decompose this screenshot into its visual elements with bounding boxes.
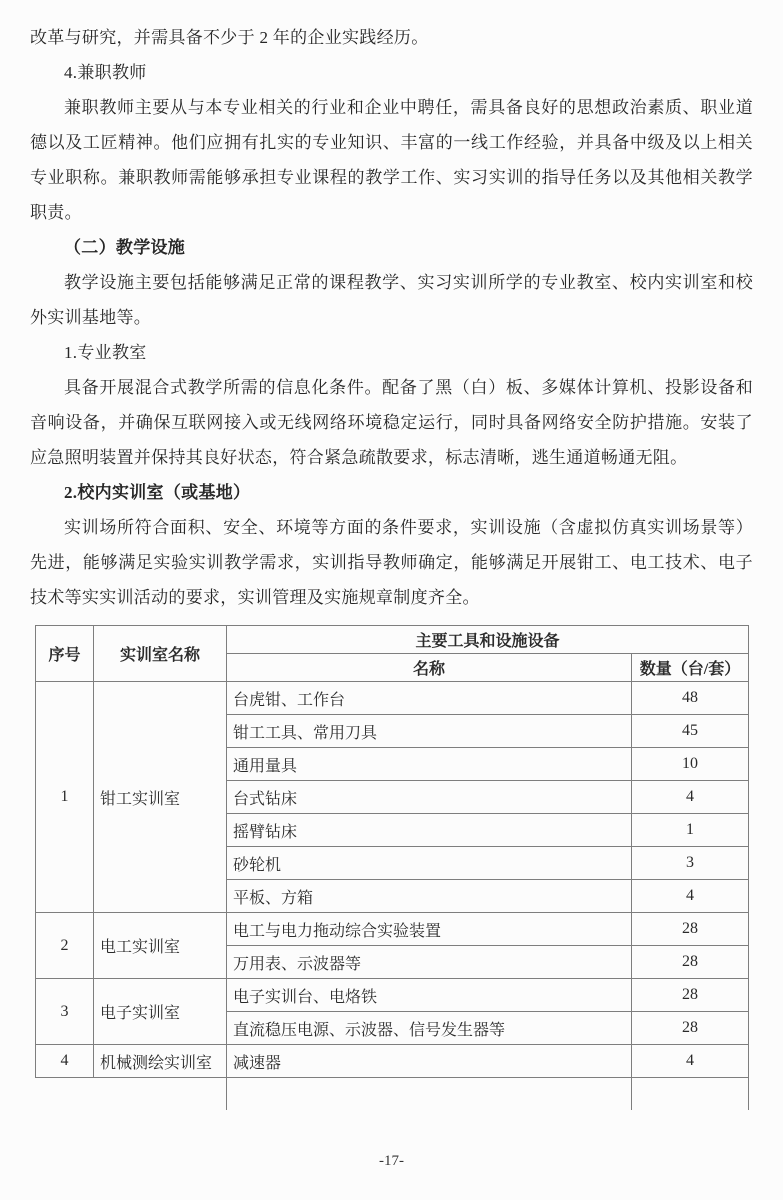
cell-item-qty: 28 — [632, 979, 749, 1012]
table-row — [36, 682, 749, 715]
header-room-name: 实训室名称 — [94, 626, 227, 682]
cell-item-qty: 10 — [632, 748, 749, 781]
cell-item-name: 平板、方箱 — [227, 880, 632, 913]
cell-room: 机械测绘实训室 — [94, 1045, 227, 1078]
cell-room: 钳工实训室 — [94, 682, 227, 913]
cell-item-name: 摇臂钻床 — [227, 814, 632, 847]
cell-item-name: 砂轮机 — [227, 847, 632, 880]
cell-item-qty: 4 — [632, 781, 749, 814]
para-part-time-teachers: 兼职教师主要从与本专业相关的行业和企业中聘任，需具备良好的思想政治素质、职业道德以及工匠精神。他们应拥有扎实的专业知识、丰富的一线工作经验，并具备中级及以上相关专业职称。兼职教师需能够承担专业课程的教学工作、实习实训的指导任务以及其他相关教学职责。 — [30, 98, 753, 222]
cell-seq: 4 — [36, 1045, 94, 1078]
cell-seq: 3 — [36, 979, 94, 1045]
cell-room: 电子实训室 — [94, 979, 227, 1045]
para-professional-classroom: 具备开展混合式教学所需的信息化条件。配备了黑（白）板、多媒体计算机、投影设备和音响设备，并确保互联网接入或无线网络环境稳定运行，同时具备网络安全防护措施。安装了应急照明装置并保持其良好状态，符合紧急疏散要求，标志清晰，逃生通道畅通无阻。 — [30, 378, 753, 467]
cell-item-qty: 28 — [632, 1012, 749, 1045]
cell-item-name: 台虎钳、工作台 — [227, 682, 632, 715]
cell-item-qty: 28 — [632, 913, 749, 946]
cell-item-qty: 28 — [632, 946, 749, 979]
header-seq: 序号 — [36, 626, 94, 682]
cell-item-name: 台式钻床 — [227, 781, 632, 814]
cell-item-qty: 45 — [632, 715, 749, 748]
heading-campus-training-room: 2.校内实训室（或基地） — [64, 483, 251, 502]
cell-clipped — [227, 1078, 632, 1111]
page-number: -17- — [379, 1153, 404, 1169]
cell-room: 电工实训室 — [94, 913, 227, 979]
para-campus-training-room: 实训场所符合面积、安全、环境等方面的条件要求，实训设施（含虚拟仿真实训场景等）先进，能够满足实验实训教学需求，实训指导教师确定，能够满足开展钳工、电工技术、电子技术等实实训活动的要求，实训管理及实施规章制度齐全。 — [30, 518, 753, 607]
cell-item-name: 万用表、示波器等 — [227, 946, 632, 979]
cell-item-name: 直流稳压电源、示波器、信号发生器等 — [227, 1012, 632, 1045]
cell-item-name: 通用量具 — [227, 748, 632, 781]
cell-clipped — [632, 1078, 749, 1111]
cell-item-name: 电工与电力拖动综合实验装置 — [227, 913, 632, 946]
cell-clipped — [36, 1078, 94, 1111]
training-room-facilities-table — [35, 625, 749, 1110]
table-row — [36, 913, 749, 946]
table-row-clipped — [36, 1078, 749, 1111]
heading-professional-classroom: 1.专业教室 — [64, 343, 147, 362]
cell-item-qty: 4 — [632, 1045, 749, 1078]
header-item-name: 名称 — [227, 654, 632, 682]
cell-item-name: 电子实训台、电烙铁 — [227, 979, 632, 1012]
para-teaching-facilities: 教学设施主要包括能够满足正常的课程教学、实习实训所学的专业教室、校内实训室和校外实训基地等。 — [30, 273, 753, 327]
cell-item-qty: 48 — [632, 682, 749, 715]
cell-item-name: 钳工工具、常用刀具 — [227, 715, 632, 748]
table-row — [36, 1045, 749, 1078]
cell-item-qty: 3 — [632, 847, 749, 880]
cell-item-qty: 4 — [632, 880, 749, 913]
table-row — [36, 979, 749, 1012]
heading-teaching-facilities: （二）教学设施 — [64, 238, 186, 257]
cell-item-name: 减速器 — [227, 1045, 632, 1078]
header-item-qty: 数量（台/套） — [632, 654, 749, 682]
table-header-row-1 — [36, 626, 749, 654]
para-enterprise-experience: 改革与研究，并需具备不少于 2 年的企业实践经历。 — [30, 28, 429, 47]
cell-seq: 1 — [36, 682, 94, 913]
cell-item-qty: 1 — [632, 814, 749, 847]
cell-seq: 2 — [36, 913, 94, 979]
heading-part-time-teachers: 4.兼职教师 — [64, 63, 147, 82]
header-tools: 主要工具和设施设备 — [227, 626, 749, 654]
cell-clipped — [94, 1078, 227, 1111]
